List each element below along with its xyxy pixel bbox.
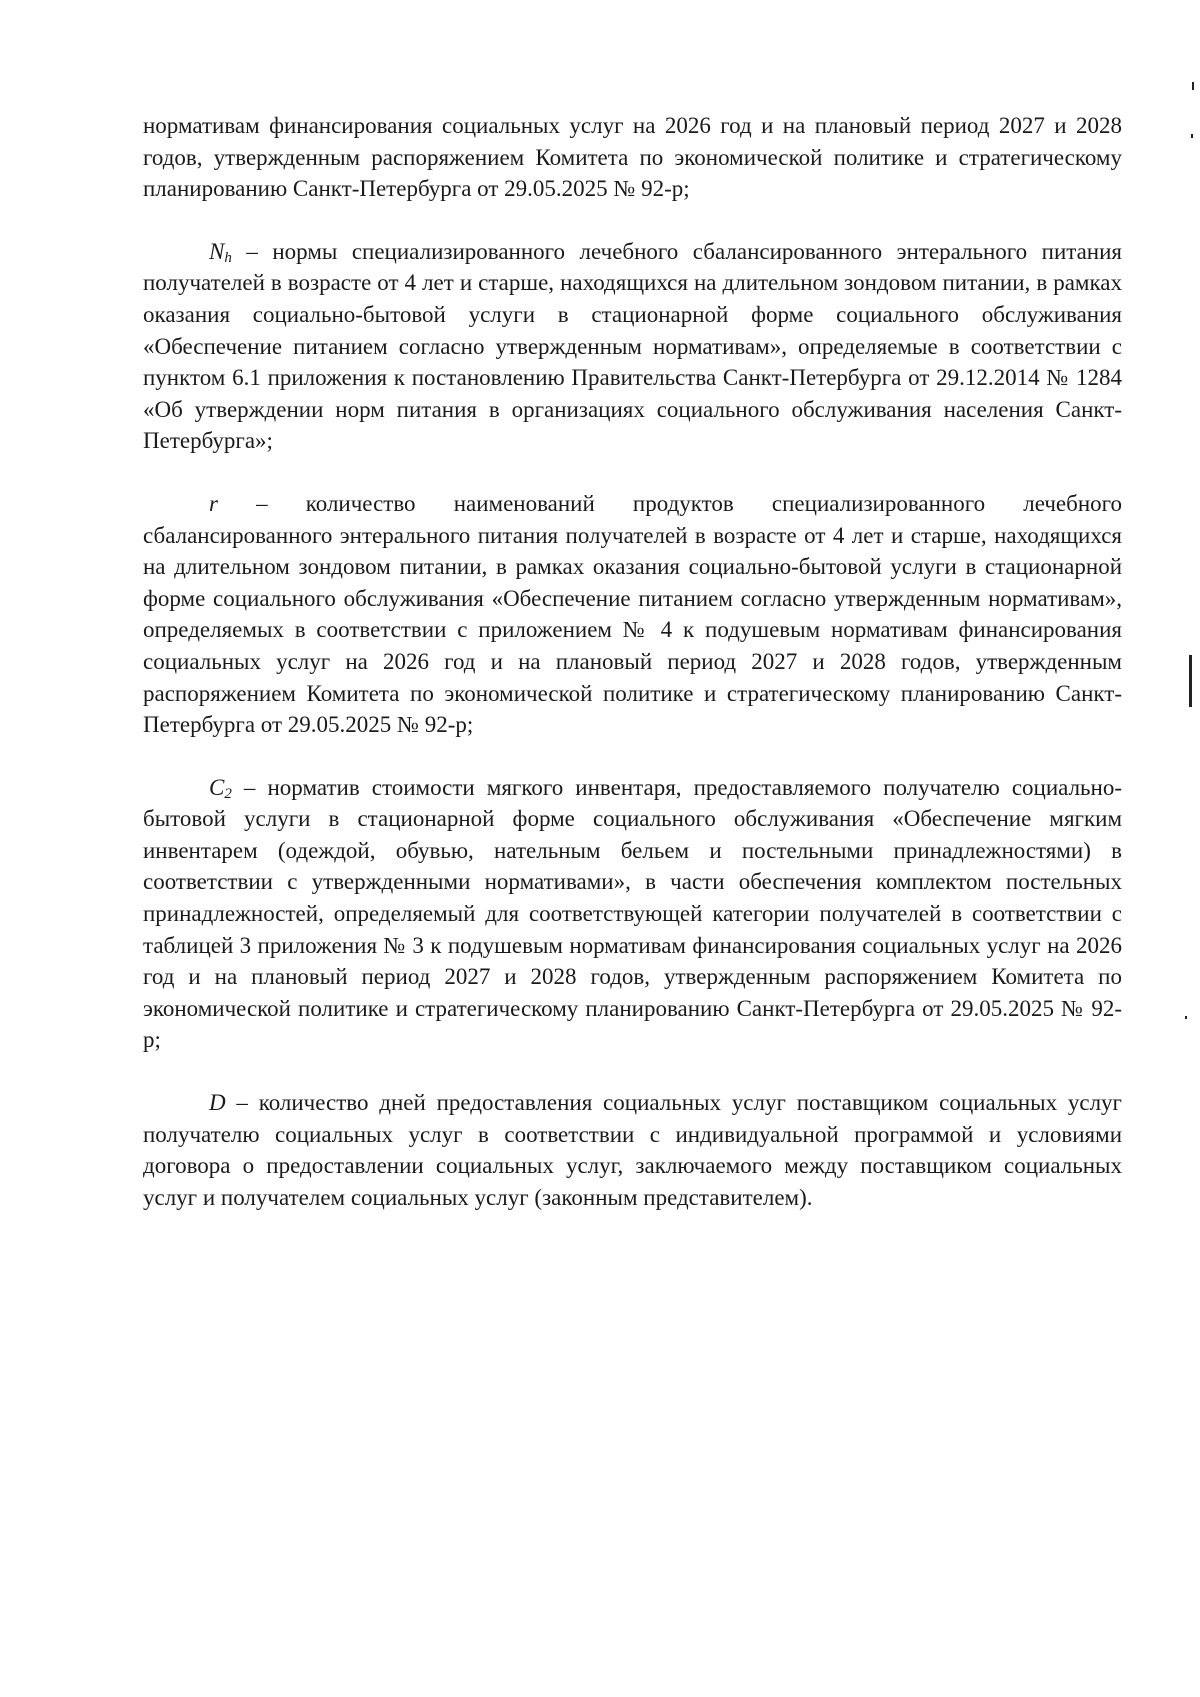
symbol-d: D [209, 1090, 226, 1116]
scan-mark-dot [1191, 134, 1193, 138]
symbol-nh-letter: N [209, 238, 225, 264]
scan-mark-bar [1189, 655, 1192, 707]
symbol-c2 [209, 775, 232, 800]
paragraph-nh-definition [143, 236, 1122, 457]
paragraph-1-text: нормативам финансирования социальных услуг на 2026 год и на плановый период 2027 и 2028 годов, утвержденным распоряжением Комитета по экономической политике и стратегическому планированию Санкт-Петербурга от 29.05.2025 № 92-р; [143, 113, 1122, 202]
paragraph-5-text: – количество дней предоставления социальных услуг поставщиком социальных услуг получателю социальных услуг в соответствии с индивидуальной программой и условиями договора о предоставлении социальных услуг, заключаемого между поставщиком социальных услуг и получателем социальных услуг (законным представителем). [143, 1090, 1122, 1210]
symbol-c2-letter: C [209, 774, 225, 800]
symbol-c2-subscript: 2 [224, 785, 232, 802]
document-body [143, 110, 1122, 1244]
scan-mark-top [1192, 82, 1194, 90]
paragraph-c2-definition [143, 772, 1122, 1056]
paragraph-continuation [143, 110, 1122, 205]
scan-mark-dot-low [1185, 1016, 1187, 1019]
symbol-nh-subscript: h [224, 249, 232, 266]
symbol-r: r [209, 490, 218, 516]
paragraph-r-definition [143, 488, 1122, 741]
symbol-nh [209, 239, 232, 264]
paragraph-2-text: – нормы специализированного лечебного сбалансированного энтерального питания получателей в возрасте от 4 лет и старше, находящихся на длительном зондовом питании, в рамках оказания социально-бытовой услуги в стационарной форме социального обслуживания «Обеспечение питанием согласно утвержденным нормативам», определяемые в соответствии с пунктом 6.1 приложения к постановлению Правительства Санкт-Петербурга от 29.12.2014 № 1284 «Об утверждении норм питания в организациях социального обслуживания населения Санкт-Петербурга»; [143, 238, 1122, 454]
paragraph-d-definition [143, 1087, 1122, 1213]
paragraph-3-text: – количество наименований продуктов специализированного лечебного сбалансированного энтерального питания получателей в возрасте от 4 лет и старше, находящихся на длительном зондовом питании, в рамках оказания социально-бытовой услуги в стационарной форме социального обслуживания «Обеспечение питанием согласно утвержденным нормативам», определяемых в соответствии с приложением № 4 к подушевым нормативам финансирования социальных услуг на 2026 год и на плановый период 2027 и 2028 годов, утвержденным распоряжением Комитета по экономической политике и стратегическому планированию Санкт-Петербурга от 29.05.2025 № 92-р; [143, 490, 1122, 738]
paragraph-4-text: – норматив стоимости мягкого инвентаря, предоставляемого получателю социально-бытовой услуги в стационарной форме социального обслуживания «Обеспечение мягким инвентарем (одеждой, обувью, нательным бельем и постельными принадлежностями) в соответствии с утвержденными нормативами», в части обеспечения комплектом постельных принадлежностей, определяемый для соответствующей категории получателей в соответствии с таблицей 3 приложения № 3 к подушевым нормативам финансирования социальных услуг на 2026 год и на плановый период 2027 и 2028 годов, утвержденным распоряжением Комитета по экономической политике и стратегическому планированию Санкт-Петербурга от 29.05.2025 № 92-р; [143, 774, 1122, 1053]
